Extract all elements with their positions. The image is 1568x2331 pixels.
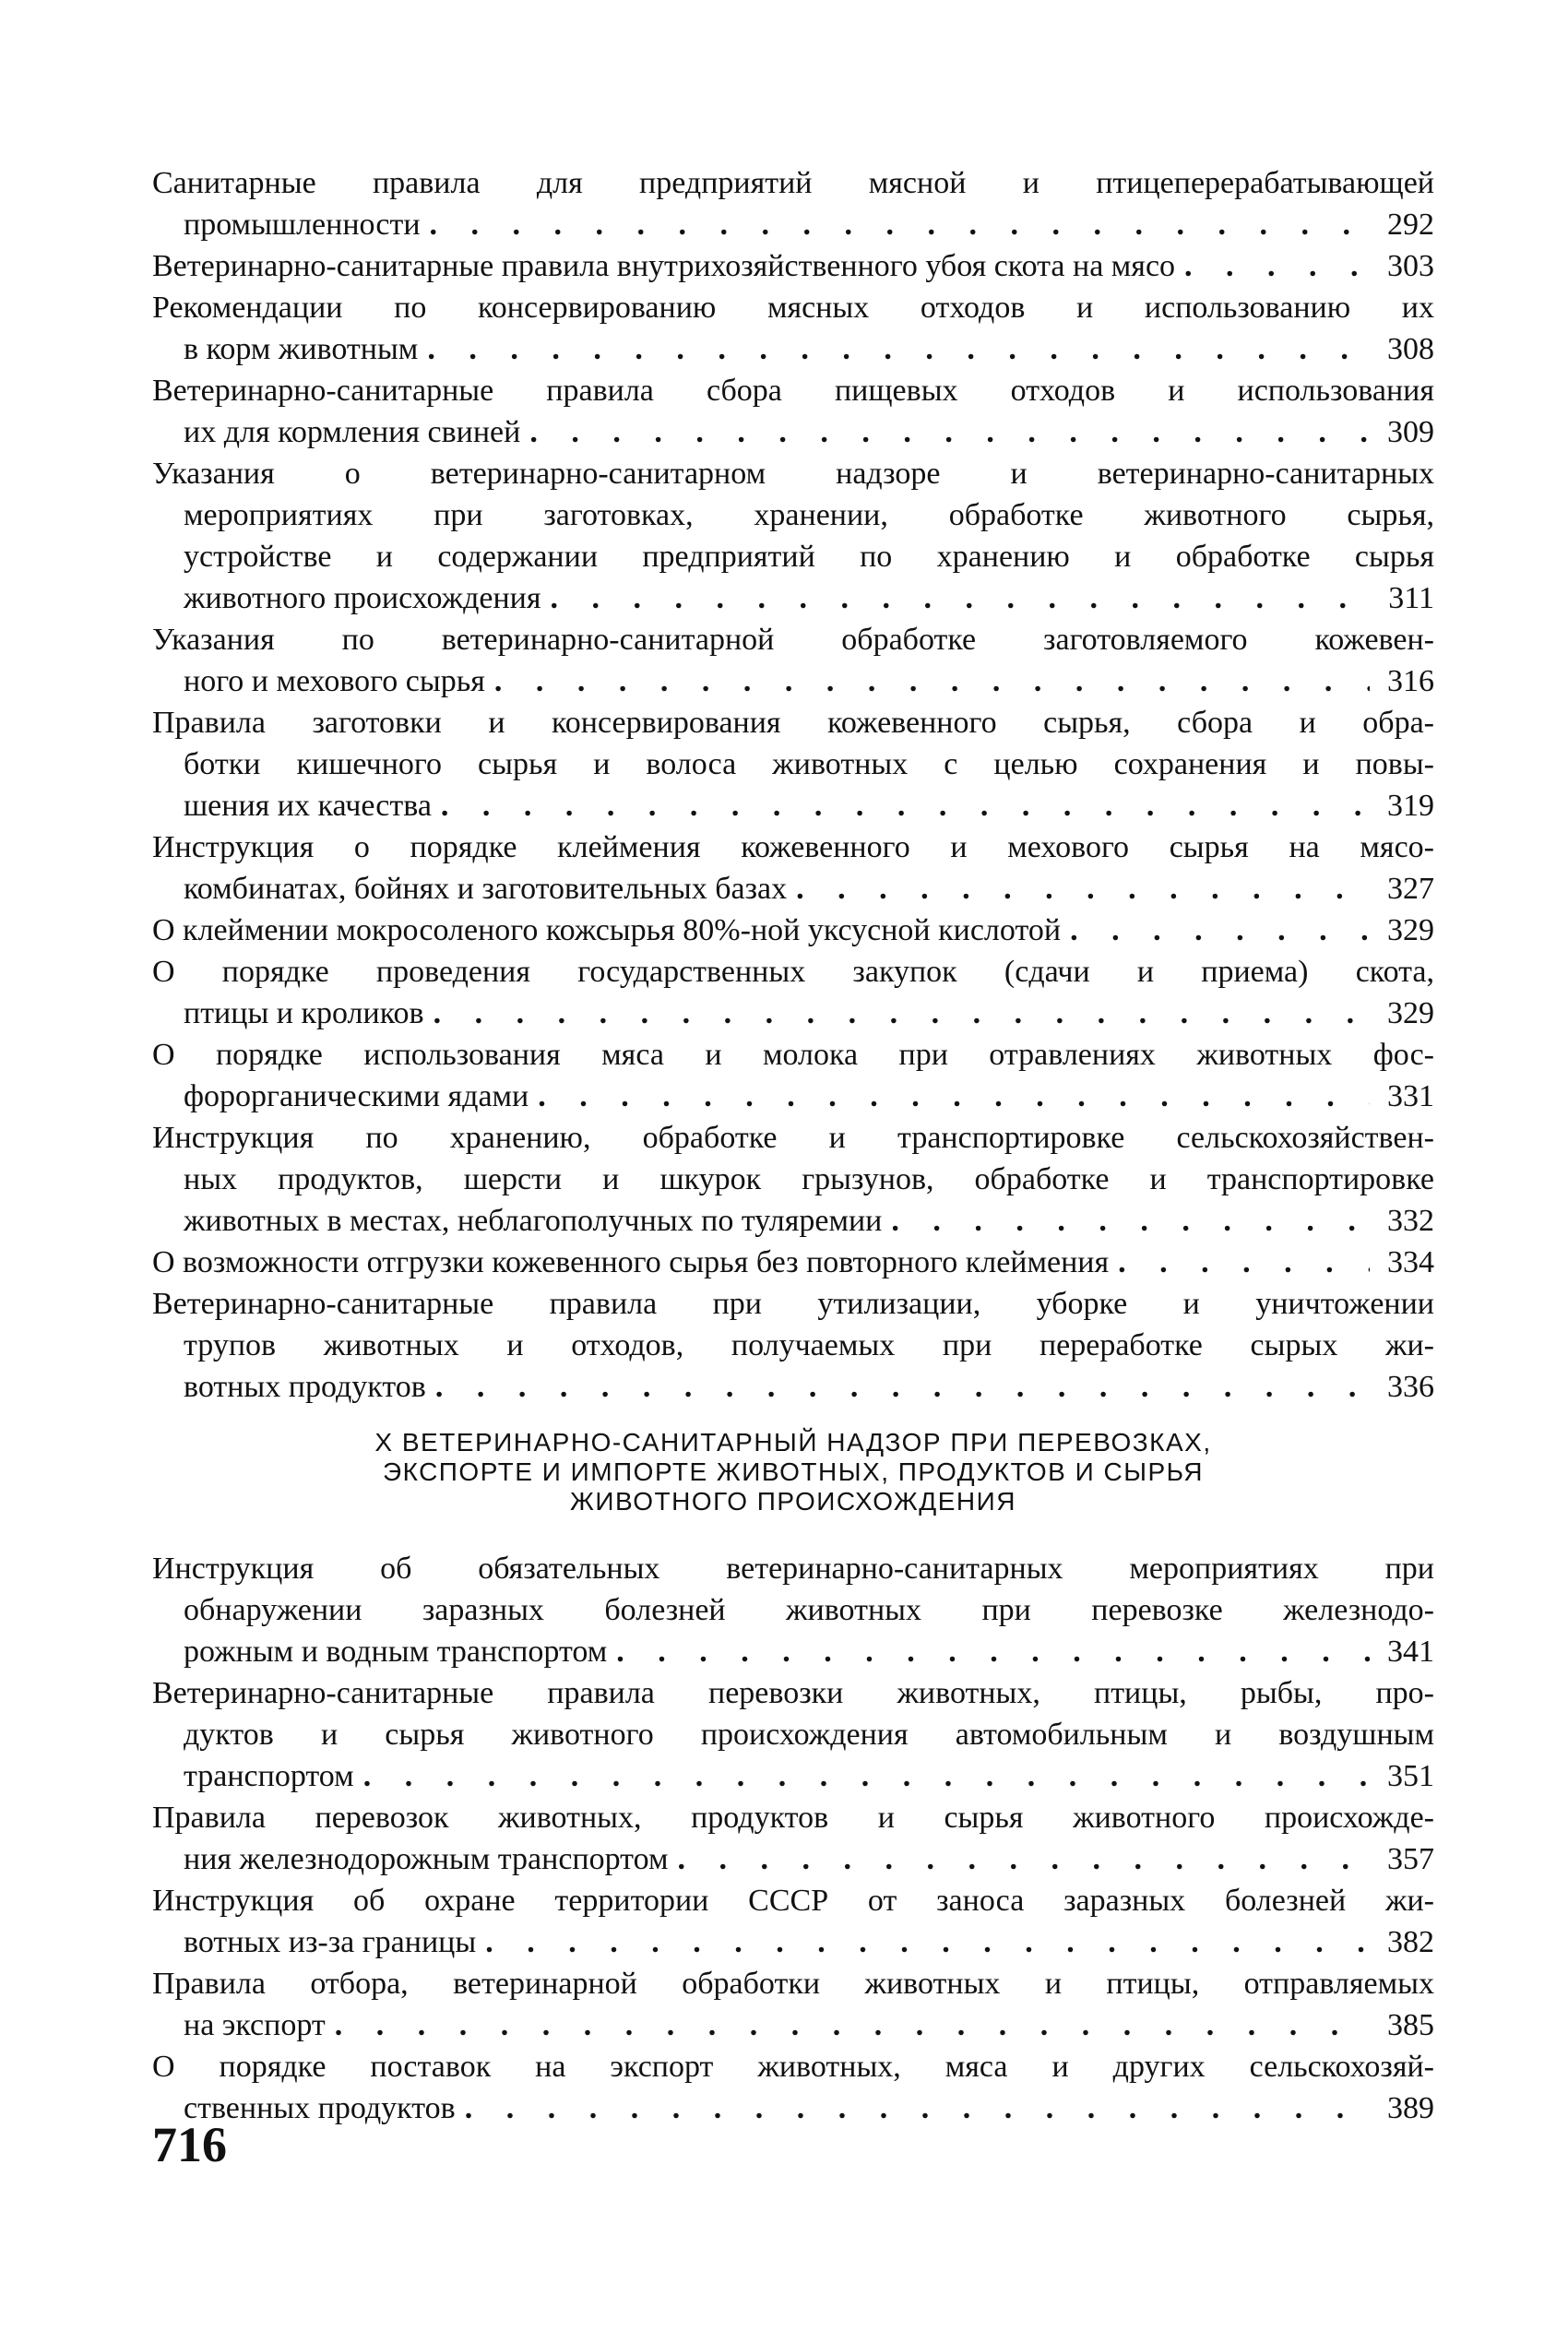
section-heading — [152, 1428, 1434, 1516]
toc-entry — [152, 1548, 1434, 1672]
dot-leader — [677, 1838, 1370, 1880]
toc-page-number: 332 — [1387, 1204, 1434, 1238]
toc-entry-line: в корм животным — [184, 332, 419, 366]
toc-entry-last-line — [152, 1200, 1434, 1242]
toc-page-number: 316 — [1387, 664, 1434, 698]
toc-entry — [152, 2046, 1434, 2129]
toc-page-number: 319 — [1387, 789, 1434, 823]
toc-entry-last-line — [152, 411, 1434, 453]
section-heading-line: ЖИВОТНОГО ПРОИСХОЖДЕНИЯ — [570, 1487, 1016, 1516]
toc-entry — [152, 1797, 1434, 1880]
toc-entry-last-line — [152, 993, 1434, 1034]
toc-entry — [152, 702, 1434, 827]
toc-entry-last-line — [152, 2087, 1434, 2129]
toc-entry-line: транспортом — [184, 1759, 354, 1793]
toc-entry-line: О порядке поставок на экспорт животных, мяса и других сельскохозяй- — [152, 2050, 1434, 2084]
toc-entry-line: Инструкция об обязательных ветеринарно-санитарных мероприятиях при — [152, 1552, 1434, 1586]
toc-page-number: 292 — [1387, 208, 1434, 242]
dot-leader — [1184, 245, 1370, 287]
toc-entry-last-line — [152, 868, 1434, 910]
toc-entry-line: птицы и кроликов — [184, 996, 424, 1030]
toc-entry — [152, 1283, 1434, 1408]
toc-entry-last-line — [152, 577, 1434, 619]
toc-entry-last-line — [152, 1921, 1434, 1963]
toc-entry — [152, 245, 1434, 287]
toc-entry — [152, 1672, 1434, 1797]
toc-entry-last-line — [152, 1838, 1434, 1880]
page-number: 716 — [152, 2117, 227, 2172]
toc-page-number: 334 — [1387, 1245, 1434, 1279]
toc-entry-line: промышленности — [184, 208, 421, 242]
toc-entry — [152, 827, 1434, 910]
dot-leader — [1118, 1242, 1370, 1283]
toc-entry-line: устройстве и содержании предприятий по хранению и обработке сырья — [184, 540, 1434, 574]
toc-entry-line: Правила перевозок животных, продуктов и сырья животного происхожде- — [152, 1801, 1434, 1835]
dot-leader — [1070, 910, 1370, 951]
toc-entry-line: дуктов и сырья животного происхождения автомобильным и воздушным — [184, 1718, 1434, 1752]
toc-entry-line: комбинатах, бойнях и заготовительных базах — [184, 872, 788, 906]
toc-entry-line: ственных продуктов — [184, 2091, 456, 2125]
toc-entry-last-line — [152, 1631, 1434, 1672]
toc-page-number: 329 — [1387, 996, 1434, 1030]
dot-leader — [796, 868, 1370, 910]
toc-entry-last-line — [152, 1076, 1434, 1117]
dot-leader — [430, 204, 1370, 245]
toc-entry-line: рожным и водным транспортом — [184, 1635, 608, 1669]
toc-entry-last-line — [152, 328, 1434, 370]
toc-entry-last-line — [152, 204, 1434, 245]
toc-entry-line: Ветеринарно-санитарные правила сбора пищевых отходов и использования — [152, 374, 1434, 408]
toc-entry-line: форорганическими ядами — [184, 1079, 529, 1113]
toc-page-number: 311 — [1388, 581, 1434, 615]
toc-entry-line: ных продуктов, шерсти и шкурок грызунов, обработке и транспортировке — [184, 1162, 1434, 1196]
toc-entry-line: Указания по ветеринарно-санитарной обработке заготовляемого кожевен- — [152, 623, 1434, 657]
toc-entry-line: ного и мехового сырья — [184, 664, 485, 698]
toc-page-number: 382 — [1387, 1925, 1434, 1959]
dot-leader — [427, 328, 1370, 370]
dot-leader — [441, 785, 1370, 827]
toc-entry-line: их для кормления свиней — [184, 415, 521, 449]
toc-page-number: 303 — [1387, 249, 1434, 283]
toc-entry-last-line — [152, 660, 1434, 702]
toc-entry-last-line — [152, 1242, 1434, 1283]
toc-list-part-1 — [152, 162, 1434, 1408]
toc-entry-line: вотных продуктов — [184, 1370, 426, 1404]
section-heading-line: X ВЕТЕРИНАРНО-САНИТАРНЫЙ НАДЗОР ПРИ ПЕРЕВОЗКАХ, — [374, 1428, 1212, 1457]
toc-entry-last-line — [152, 245, 1434, 287]
toc-page-number: 327 — [1387, 872, 1434, 906]
toc-entry-line: О возможности отгрузки кожевенного сырья без повторного клеймения — [152, 1245, 1110, 1279]
toc-entry-line: ния железнодорожным транспортом — [184, 1842, 669, 1876]
toc-entry-line: мероприятиях при заготовках, хранении, обработке животного сырья, — [184, 498, 1434, 532]
toc-entry-line: Указания о ветеринарно-санитарном надзоре и ветеринарно-санитарных — [152, 457, 1434, 491]
toc-entry-line: обнаружении заразных болезней животных при перевозке железнодо- — [184, 1593, 1434, 1627]
toc-entry — [152, 1963, 1434, 2046]
toc-entry — [152, 1242, 1434, 1283]
toc-entry-line: ботки кишечного сырья и волоса животных с целью сохранения и повы- — [184, 747, 1434, 781]
toc-entry-line: на экспорт — [184, 2008, 326, 2042]
toc-entry-line: Рекомендации по консервированию мясных отходов и использованию их — [152, 291, 1434, 325]
toc-page-number: 329 — [1387, 913, 1434, 947]
toc-entry-line: шения их качества — [184, 789, 432, 823]
toc-entry-line: Ветеринарно-санитарные правила внутрихозяйственного убоя скота на мясо — [152, 249, 1176, 283]
toc-page-number: 309 — [1387, 415, 1434, 449]
toc-entry-line: Инструкция об охране территории СССР от заноса заразных болезней жи- — [152, 1884, 1434, 1918]
toc-entry-last-line — [152, 2004, 1434, 2046]
toc-page-number: 336 — [1387, 1370, 1434, 1404]
toc-entry-line: О клеймении мокросоленого кожсырья 80%-ной уксусной кислотой — [152, 913, 1062, 947]
toc-page-number: 385 — [1387, 2008, 1434, 2042]
toc-entry — [152, 1880, 1434, 1963]
toc-entry-last-line — [152, 785, 1434, 827]
toc-entry-line: трупов животных и отходов, получаемых при переработке сырых жи- — [184, 1328, 1434, 1362]
toc-entry-line: Инструкция по хранению, обработке и транспортировке сельскохозяйствен- — [152, 1121, 1434, 1155]
toc-entry-line: Ветеринарно-санитарные правила перевозки животных, птицы, рыбы, про- — [152, 1676, 1434, 1710]
toc-entry — [152, 370, 1434, 453]
toc-entry-line: Правила заготовки и консервирования кожевенного сырья, сбора и обра- — [152, 706, 1434, 740]
dot-leader — [538, 1076, 1370, 1117]
dot-leader — [335, 2004, 1370, 2046]
dot-leader — [434, 993, 1370, 1034]
toc-entry-line: животного происхождения — [184, 581, 541, 615]
dot-leader — [529, 411, 1370, 453]
toc-page-number: 308 — [1387, 332, 1434, 366]
dot-leader — [465, 2087, 1370, 2129]
toc-page-number: 351 — [1387, 1759, 1434, 1793]
toc-entry — [152, 1034, 1434, 1117]
dot-leader — [494, 660, 1370, 702]
toc-entry-last-line — [152, 1755, 1434, 1797]
dot-leader — [363, 1755, 1370, 1797]
toc-list-part-2 — [152, 1548, 1434, 2129]
toc-entry-line: Ветеринарно-санитарные правила при утилизации, уборке и уничтожении — [152, 1287, 1434, 1321]
toc-entry-line: Санитарные правила для предприятий мясной и птицеперерабатывающей — [152, 166, 1434, 200]
toc-entry-line: вотных из-за границы — [184, 1925, 477, 1959]
toc-entry-line: О порядке проведения государственных закупок (сдачи и приема) скота, — [152, 955, 1434, 989]
toc-entry-last-line — [152, 910, 1434, 951]
toc-page-number: 357 — [1387, 1842, 1434, 1876]
toc-entry — [152, 910, 1434, 951]
toc-page-number: 331 — [1387, 1079, 1434, 1113]
toc-entry-line: О порядке использования мяса и молока при отравлениях животных фос- — [152, 1038, 1434, 1072]
toc-entry — [152, 162, 1434, 245]
dot-leader — [485, 1921, 1370, 1963]
toc-entry-line: животных в местах, неблагополучных по туляремии — [184, 1204, 883, 1238]
toc-entry-last-line — [152, 1366, 1434, 1408]
toc-entry — [152, 287, 1434, 370]
toc-entry — [152, 1117, 1434, 1242]
toc-entry — [152, 453, 1434, 619]
dot-leader — [435, 1366, 1370, 1408]
dot-leader — [891, 1200, 1370, 1242]
dot-leader — [616, 1631, 1370, 1672]
toc-entry — [152, 619, 1434, 702]
toc-entry — [152, 951, 1434, 1034]
toc-page-number: 389 — [1387, 2091, 1434, 2125]
toc-entry-line: Инструкция о порядке клеймения кожевенного и мехового сырья на мясо- — [152, 830, 1434, 864]
toc-page-number: 341 — [1387, 1635, 1434, 1669]
toc-entry-line: Правила отбора, ветеринарной обработки животных и птицы, отправляемых — [152, 1967, 1434, 2001]
section-heading-line: ЭКСПОРТЕ И ИМПОРТЕ ЖИВОТНЫХ, ПРОДУКТОВ И СЫРЬЯ — [382, 1457, 1205, 1486]
dot-leader — [551, 577, 1370, 619]
